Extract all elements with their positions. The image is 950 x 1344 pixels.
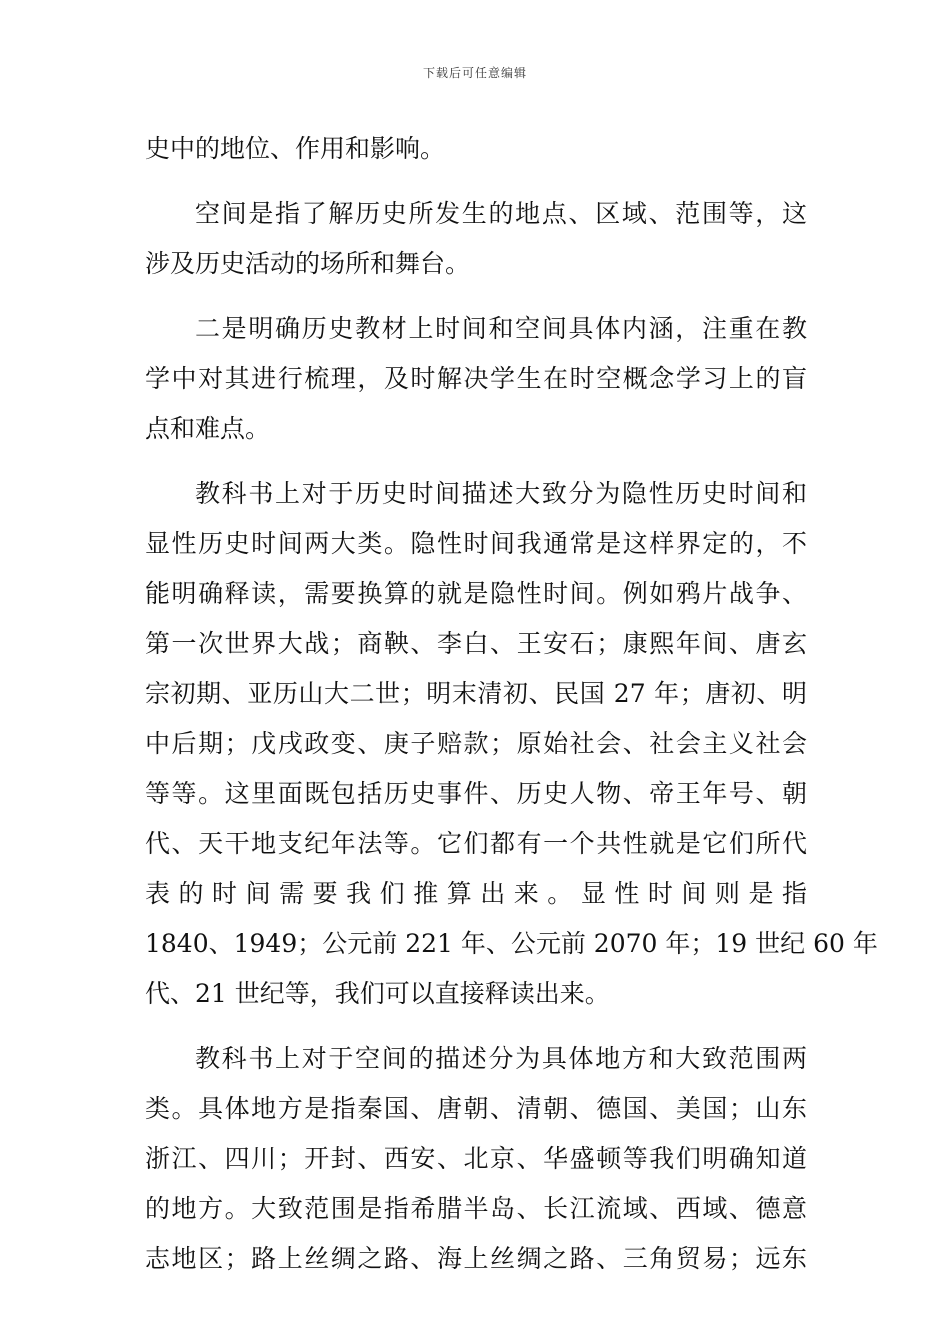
text-line: 学中对其进行梳理，及时解决学生在时空概念学习上的盲 [145,364,807,393]
text-line: 能明确释读，需要换算的就是隐性时间。例如鸦片战争、 [145,579,807,608]
text-line: 类。具体地方是指秦国、唐朝、清朝、德国、美国；山东 [145,1094,807,1123]
text-line: 二是明确历史教材上时间和空间具体内涵，注重在教 [195,314,807,343]
text-line: 教科书上对于空间的描述分为具体地方和大致范围两 [195,1044,807,1073]
text-line: 志地区；路上丝绸之路、海上丝绸之路、三角贸易；远东 [145,1244,807,1273]
text-line: 宗初期、亚历山大二世；明末清初、民国 27 年；唐初、明 [145,679,807,708]
document-body [145,124,878,1284]
text-line: 空间是指了解历史所发生的地点、区域、范围等，这 [195,199,807,228]
paragraph [145,1034,807,1284]
text-line: 显性历史时间两大类。隐性时间我通常是这样界定的，不 [145,529,807,558]
paragraph [145,124,807,174]
text-line: 点和难点。 [145,414,271,443]
text-line: 1840、1949；公元前 221 年、公元前 2070 年；19 世纪 60 年 [145,929,878,958]
paragraph [145,304,807,454]
paragraph [145,469,878,1019]
text-line: 史中的地位、作用和影响。 [145,134,446,163]
text-line: 的地方。大致范围是指希腊半岛、长江流域、西域、德意 [145,1194,807,1223]
text-line: 等等。这里面既包括历史事件、历史人物、帝王年号、朝 [145,779,807,808]
text-line: 代、天干地支纪年法等。它们都有一个共性就是它们所代 [145,829,807,858]
text-line: 教科书上对于历史时间描述大致分为隐性历史时间和 [195,479,807,508]
paragraph [145,189,807,289]
text-line: 表的时间需要我们推算出来。显性时间则是指 [145,879,807,908]
text-line: 代、21 世纪等，我们可以直接释读出来。 [145,979,610,1008]
text-line: 中后期；戊戌政变、庚子赔款；原始社会、社会主义社会 [145,729,807,758]
page-header: 下载后可任意编辑 [422,66,527,80]
text-line: 涉及历史活动的场所和舞台。 [145,249,471,278]
text-line: 第一次世界大战；商鞅、李白、王安石；康熙年间、唐玄 [145,629,807,658]
text-line: 浙江、四川；开封、西安、北京、华盛顿等我们明确知道 [145,1144,807,1173]
